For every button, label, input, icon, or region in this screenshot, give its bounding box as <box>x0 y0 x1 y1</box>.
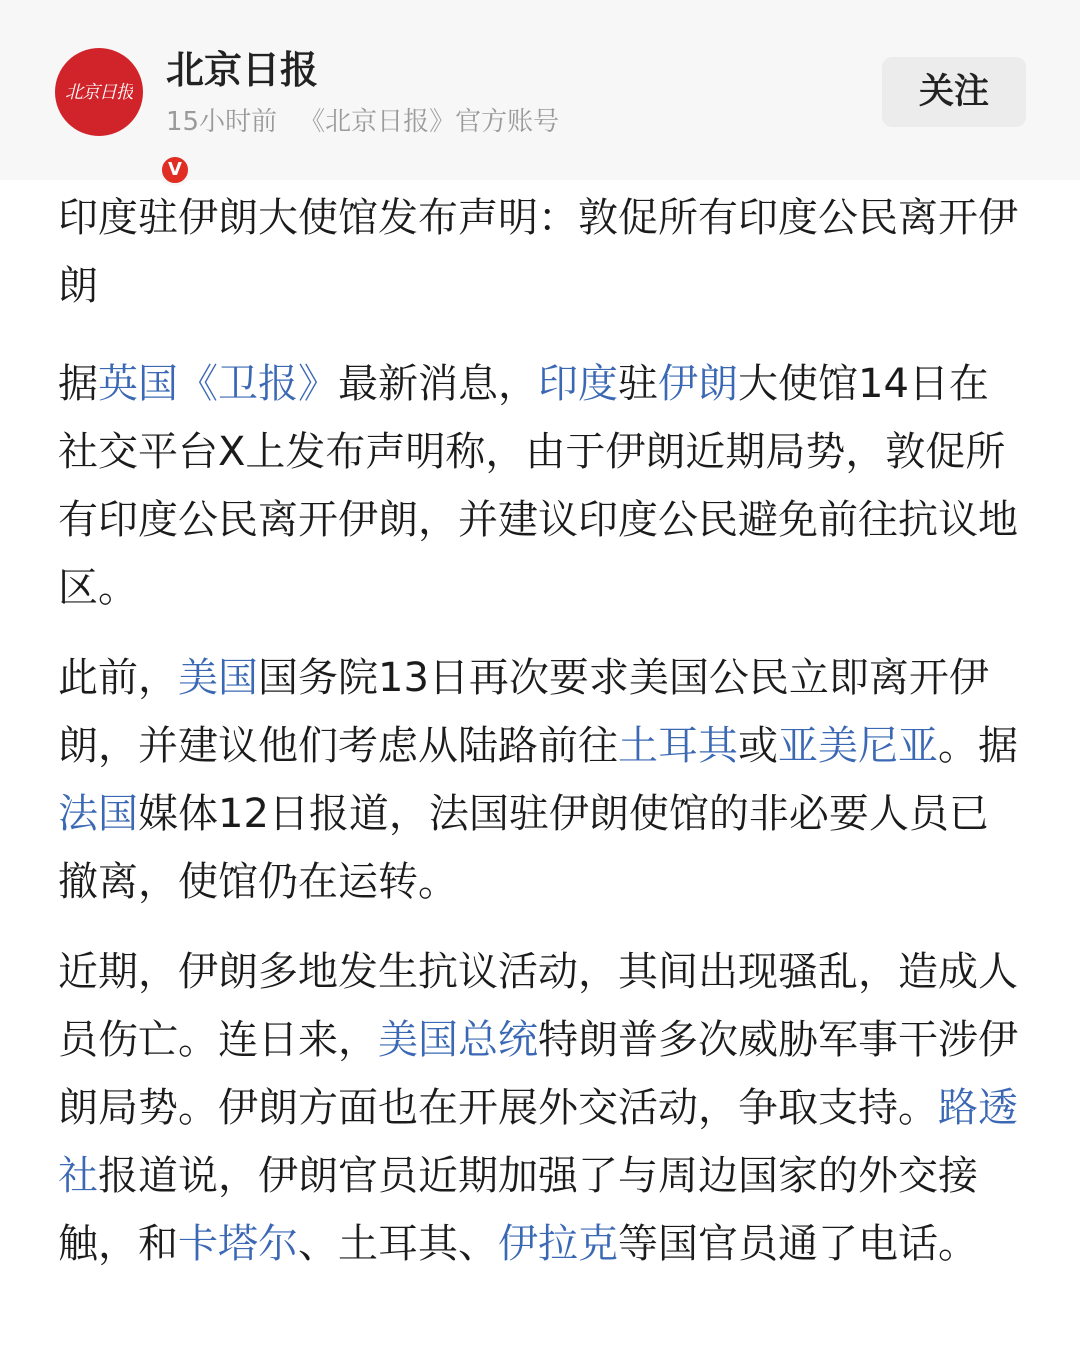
inline-link[interactable]: 印度 <box>538 361 618 407</box>
avatar-logo: 北京日报 <box>65 82 133 103</box>
paragraph-text: 此前， <box>58 655 178 701</box>
paragraph-text: 国务院13日再次要求美国公民立即离开伊朗，并建议他们考虑从陆路前往 <box>58 655 989 769</box>
paragraph-text: 据 <box>58 361 98 407</box>
paragraph-text: 最新消息， <box>338 361 538 407</box>
account-description: 《北京日报》官方账号 <box>299 107 560 137</box>
inline-link[interactable]: 路透社 <box>58 1085 1018 1199</box>
paragraph-text: 或 <box>738 723 778 769</box>
paragraph-2 <box>58 644 1028 916</box>
paragraph-text: 媒体12日报道，法国驻伊朗使馆的非必要人员已撤离，使馆仍在运转。 <box>58 791 989 905</box>
paragraph-text: 、土耳其、 <box>298 1221 498 1267</box>
verified-icon: V <box>159 154 191 186</box>
follow-button[interactable]: 关注 <box>882 57 1026 127</box>
paragraph-text: 驻 <box>618 361 658 407</box>
paragraph-1 <box>58 350 1028 622</box>
inline-link[interactable]: 亚美尼亚 <box>778 723 938 769</box>
paragraph-text: 。据 <box>938 723 1018 769</box>
account-avatar[interactable] <box>55 48 182 180</box>
inline-link[interactable]: 伊拉克 <box>498 1221 618 1267</box>
paragraph-text: 等国官员通了电话。 <box>618 1221 978 1267</box>
paragraph-3 <box>58 938 1028 1278</box>
article-title: 印度驻伊朗大使馆发布声明：敦促所有印度公民离开伊朗 <box>58 195 1018 309</box>
post-meta <box>166 104 559 140</box>
inline-link[interactable]: 卡塔尔 <box>178 1221 298 1267</box>
article-body <box>58 180 1028 1278</box>
inline-link[interactable]: 英国《卫报》 <box>98 361 338 407</box>
inline-link[interactable]: 土耳其 <box>618 723 738 769</box>
post-time: 15小时前 <box>166 107 278 137</box>
inline-link[interactable]: 法国 <box>58 791 138 837</box>
inline-link[interactable]: 美国 <box>178 655 258 701</box>
account-name[interactable]: 北京日报 <box>166 48 319 92</box>
inline-link[interactable]: 美国总统 <box>378 1017 538 1063</box>
paragraph-text: 报道说，伊朗官员近期加强了与周边国家的外交接触，和 <box>58 1153 978 1267</box>
paragraph-text: 特朗普多次威胁军事干涉伊朗局势。伊朗方面也在开展外交活动，争取支持。 <box>58 1017 1018 1131</box>
inline-link[interactable]: 伊朗 <box>658 361 738 407</box>
paragraph-text: 大使馆14日在社交平台X上发布声明称，由于伊朗近期局势，敦促所有印度公民离开伊朗，并建议印度公民避免前往抗议地区。 <box>58 361 1018 611</box>
article-header <box>0 0 1080 180</box>
paragraph-text: 近期，伊朗多地发生抗议活动，其间出现骚乱，造成人员伤亡。连日来， <box>58 949 1018 1063</box>
